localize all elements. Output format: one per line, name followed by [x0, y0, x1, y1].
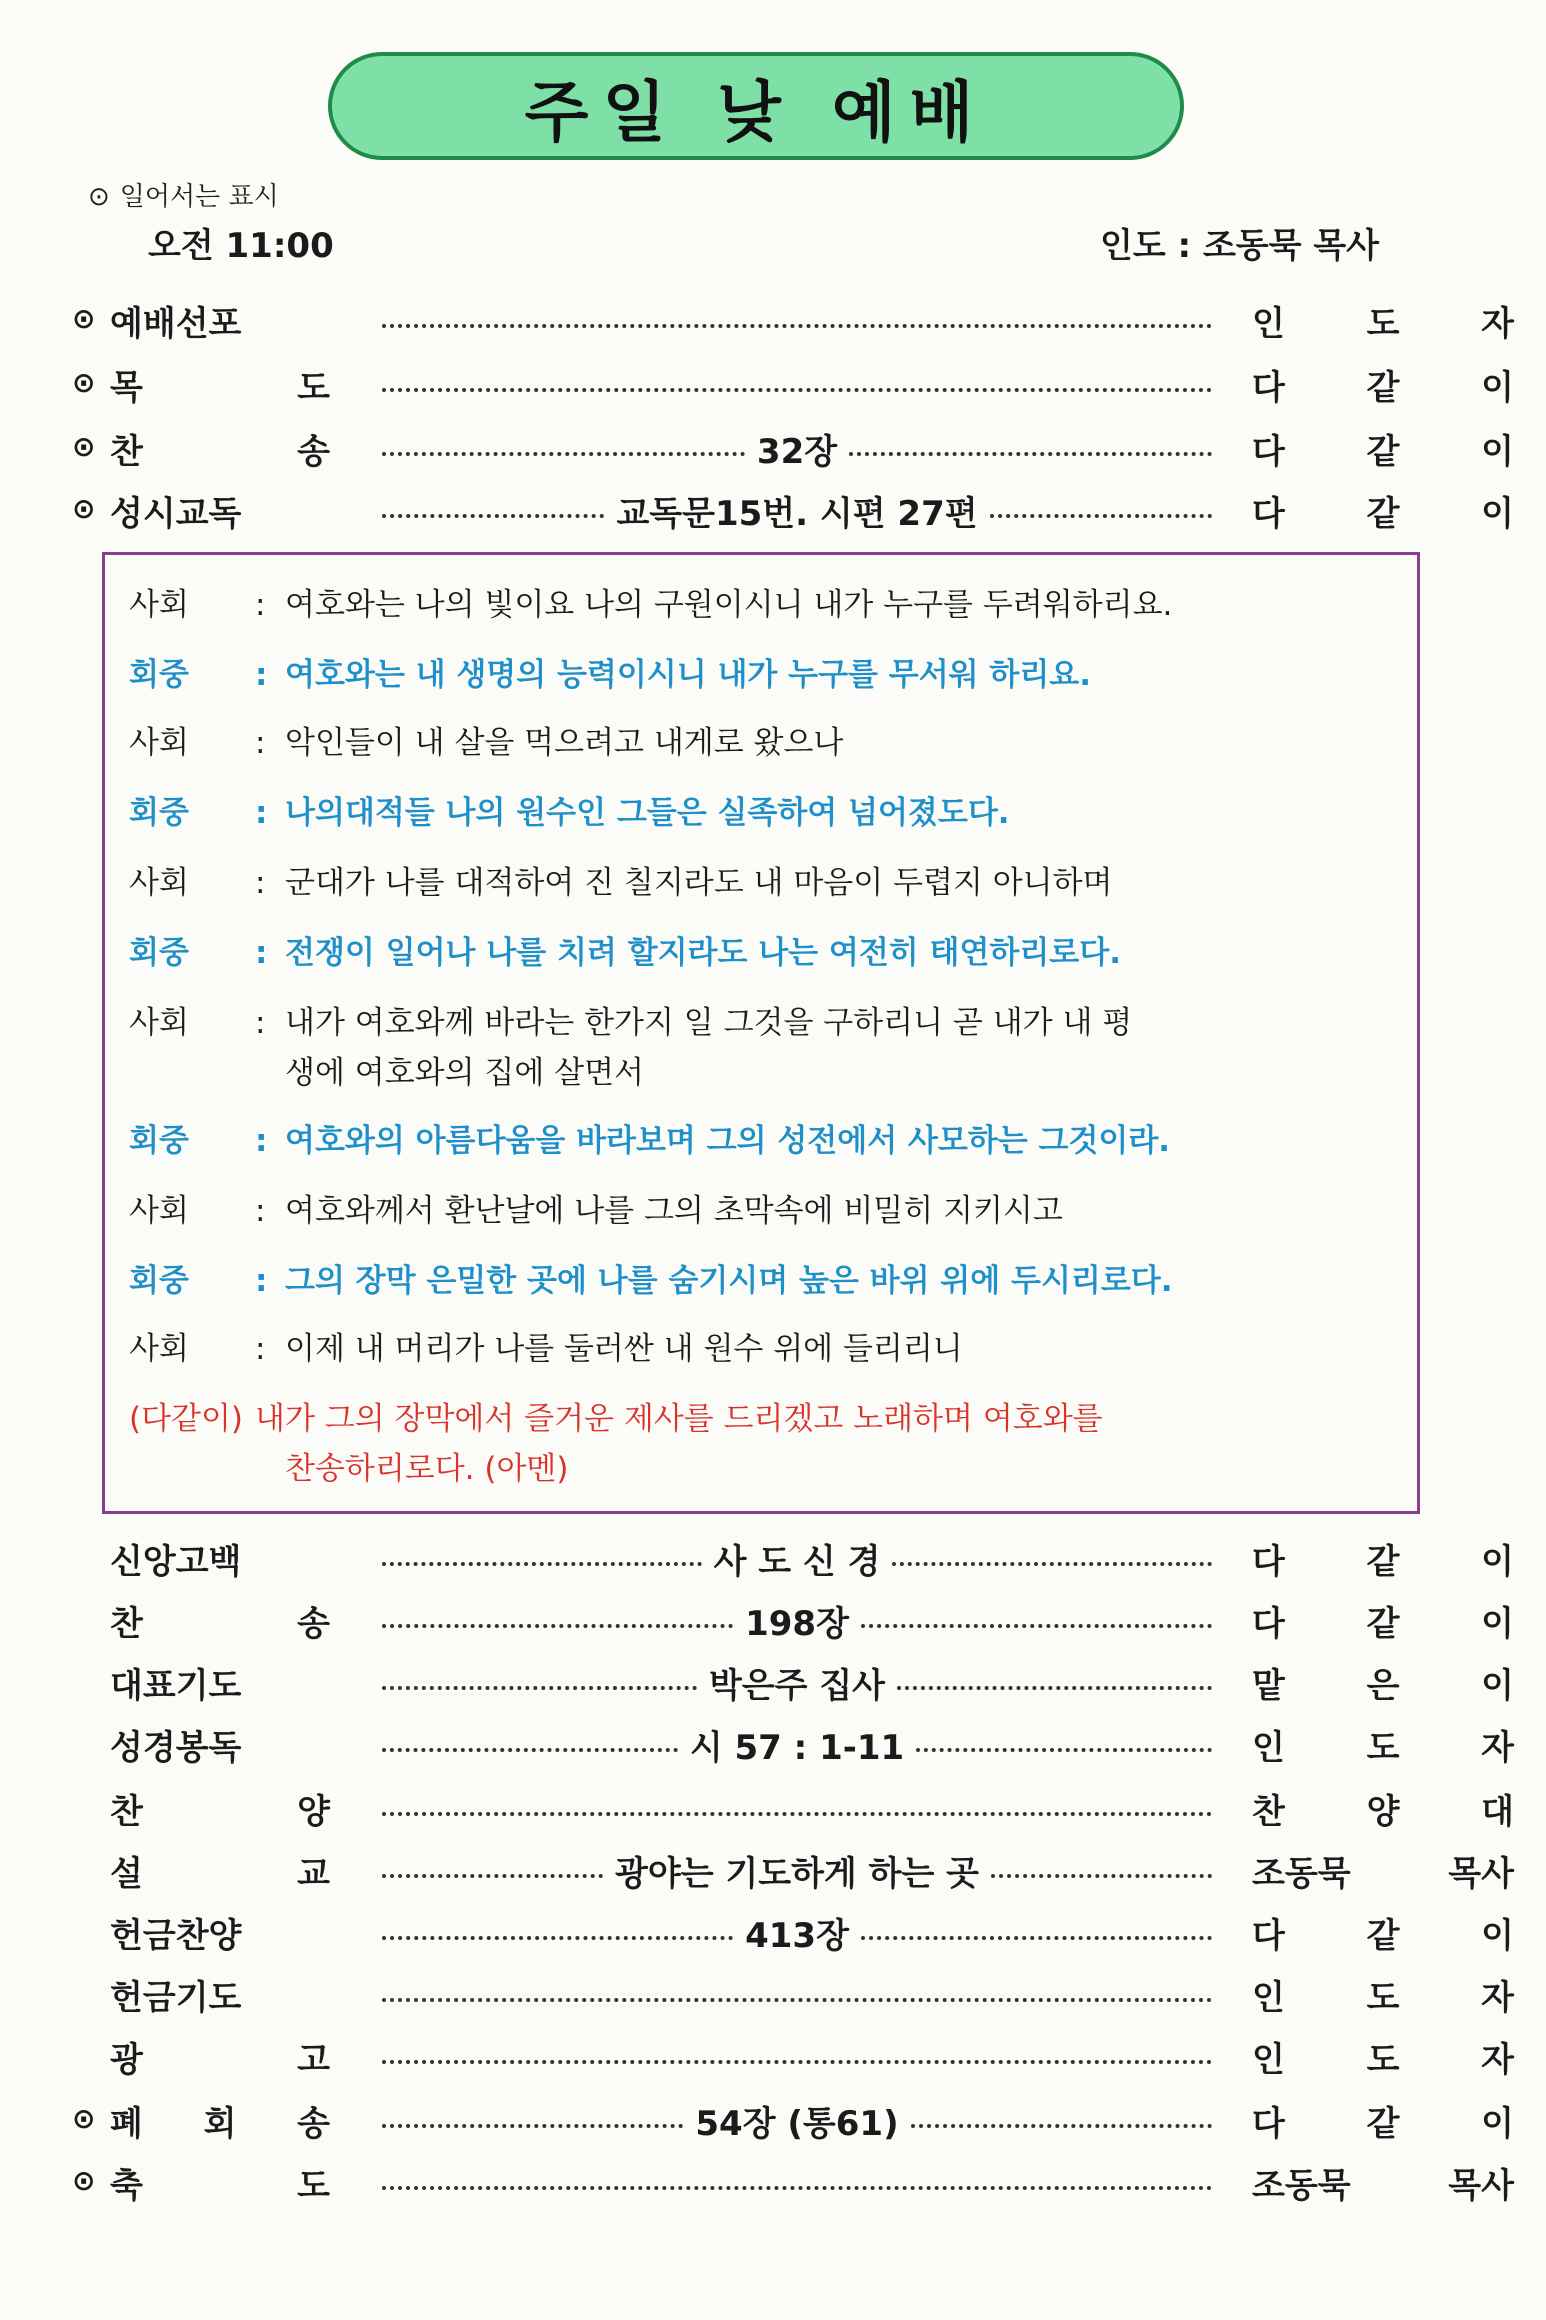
order-item-name — [110, 2158, 330, 2207]
order-item-name-part: 성경봉독 — [110, 1728, 242, 1768]
dot-fill-left — [382, 1874, 603, 1878]
order-item-person-part: 이 — [1481, 1604, 1514, 1644]
legend-text: 일어서는 표시 — [119, 182, 279, 212]
order-item-person — [1252, 1784, 1514, 1833]
order-item-name — [110, 486, 330, 535]
reading-text: 이제 내 머리가 나를 둘러싼 내 원수 위에 들리리니 — [285, 1331, 963, 1367]
dotted-leader — [382, 2032, 1212, 2080]
dot-fill-right — [916, 1748, 1212, 1752]
order-row — [72, 1720, 1514, 1774]
reading-text: 내가 그의 장막에서 즐거운 제사를 드리겠고 노래하며 여호와를 — [255, 1401, 1103, 1437]
order-item-name-part: 고 — [297, 2040, 330, 2080]
reading-role-label: 사회 — [129, 1331, 189, 1367]
order-item-name-part: 신앙고백 — [110, 1542, 242, 1582]
order-item-name-part: 양 — [297, 1792, 330, 1832]
order-item-person-part: 같 — [1366, 2104, 1400, 2144]
standing-mark-icon: ⊙ — [72, 302, 96, 335]
dot-fill-left — [382, 2186, 1212, 2190]
order-item-name-part: 대표기도 — [110, 1666, 242, 1706]
dotted-leader — [382, 1534, 1212, 1582]
order-item-person-part: 은 — [1366, 1666, 1400, 1706]
dotted-leader — [382, 486, 1212, 534]
order-item-name-part: 설 — [110, 1854, 143, 1894]
order-item-name-part: 교 — [297, 1854, 330, 1894]
order-item-name-part: 축 — [110, 2166, 143, 2206]
order-row — [72, 1908, 1514, 1962]
order-item-content: 교독문15번. 시편 27편 — [616, 493, 978, 534]
order-item-person-part: 목사 — [1448, 1854, 1514, 1894]
order-item-person-part: 다 — [1252, 1916, 1285, 1956]
order-item-person — [1252, 486, 1514, 535]
reading-text: 여호와는 내 생명의 능력이시니 내가 누구를 무서워 하리요. — [285, 657, 1092, 693]
standing-mark-icon: ⊙ — [72, 2164, 96, 2197]
service-leader: 인도 : 조동묵 목사 — [1100, 226, 1380, 266]
reading-text: 나의대적들 나의 원수인 그들은 실족하여 넘어졌도다. — [285, 795, 1010, 831]
order-item-person — [1252, 1846, 1514, 1895]
reading-line-congregation — [129, 1255, 1173, 1300]
order-item-name-part: 찬 — [110, 432, 143, 472]
order-item-person-part: 이 — [1481, 494, 1514, 534]
reading-separator: : — [255, 1005, 266, 1041]
reading-line-congregation — [129, 649, 1091, 694]
reading-separator: : — [255, 657, 268, 693]
reading-text: 악인들이 내 살을 먹으려고 내게로 왔으나 — [285, 725, 844, 761]
order-row — [72, 424, 1514, 478]
page-title: 주일 낮 예배 — [524, 73, 988, 151]
dot-fill-right — [911, 2124, 1212, 2128]
order-row — [72, 486, 1514, 540]
order-item-person-part: 다 — [1252, 494, 1285, 534]
reading-line-continuation: 찬송하리로다. (아멘) — [285, 1451, 569, 1487]
order-item-content: 사 도 신 경 — [713, 1541, 881, 1582]
dot-fill-left — [382, 324, 1212, 328]
reading-separator: : — [255, 1193, 266, 1229]
order-item-person-part: 이 — [1481, 1542, 1514, 1582]
order-item-content: 198장 — [745, 1603, 849, 1644]
reading-role-label: (다같이) — [129, 1401, 244, 1437]
order-item-person-part: 도 — [1366, 304, 1400, 344]
reading-line-congregation — [129, 927, 1121, 972]
order-item-content: 54장 (통61) — [695, 2103, 899, 2144]
order-row — [72, 1846, 1514, 1900]
dot-fill-left — [382, 1562, 702, 1566]
order-item-name — [110, 2032, 330, 2081]
order-item-person-part: 같 — [1366, 432, 1400, 472]
order-item-content: 박은주 집사 — [708, 1665, 886, 1706]
order-item-name — [110, 1658, 330, 1707]
order-item-person-part: 자 — [1481, 2040, 1514, 2080]
reading-role-label: 사회 — [129, 725, 189, 761]
order-item-person-part: 찬 — [1252, 1792, 1285, 1832]
reading-role-label: 회중 — [129, 935, 189, 971]
dotted-leader — [382, 1658, 1212, 1706]
order-item-person-part: 조동묵 — [1252, 1854, 1351, 1894]
dot-fill-right — [990, 514, 1212, 518]
order-item-name — [110, 1970, 330, 2019]
order-row — [72, 1658, 1514, 1712]
order-item-name-part: 도 — [297, 368, 330, 408]
order-item-name-part: 송 — [297, 432, 330, 472]
order-row — [72, 296, 1514, 350]
order-item-name-part: 송 — [297, 1604, 330, 1644]
order-item-name — [110, 296, 330, 345]
order-item-name-part: 찬 — [110, 1604, 143, 1644]
order-item-person-part: 다 — [1252, 1604, 1285, 1644]
dot-fill-left — [382, 2060, 1212, 2064]
order-item-name — [110, 1534, 330, 1583]
reading-role-label: 회중 — [129, 657, 189, 693]
order-item-name-part: 광 — [110, 2040, 143, 2080]
order-item-person-part: 도 — [1366, 1728, 1400, 1768]
reading-separator: : — [255, 725, 266, 761]
order-item-person — [1252, 2032, 1514, 2081]
reading-role-label: 회중 — [129, 1123, 189, 1159]
dotted-leader — [382, 2096, 1212, 2144]
dot-fill-right — [861, 1936, 1212, 1940]
standing-mark-icon: ⊙ — [72, 366, 96, 399]
dot-fill-left — [382, 1748, 678, 1752]
reading-line-together — [129, 1393, 1103, 1438]
order-item-name — [110, 360, 330, 409]
order-item-person-part: 인 — [1252, 2040, 1285, 2080]
order-item-person — [1252, 1970, 1514, 2019]
order-row — [72, 2032, 1514, 2086]
reading-line-leader — [129, 1185, 1063, 1230]
order-item-content: 시 57 : 1-11 — [689, 1727, 905, 1768]
order-item-person — [1252, 1534, 1514, 1583]
order-item-person-part: 조동묵 — [1252, 2166, 1351, 2206]
order-item-name-part: 목 — [110, 368, 143, 408]
order-item-person — [1252, 296, 1514, 345]
dotted-leader — [382, 1908, 1212, 1956]
standing-legend — [88, 176, 279, 213]
order-item-person-part: 같 — [1366, 1916, 1400, 1956]
dot-fill-right — [991, 1874, 1212, 1878]
order-item-person-part: 인 — [1252, 1728, 1285, 1768]
order-item-name-part: 헌금찬양 — [110, 1916, 242, 1956]
dot-fill-left — [382, 1686, 697, 1690]
order-item-person-part: 다 — [1252, 1542, 1285, 1582]
order-item-person-part: 다 — [1252, 368, 1285, 408]
dot-fill-left — [382, 1812, 1212, 1816]
order-item-person-part: 이 — [1481, 368, 1514, 408]
dotted-leader — [382, 1720, 1212, 1768]
order-item-person-part: 도 — [1366, 1978, 1400, 2018]
reading-text: 군대가 나를 대적하여 진 칠지라도 내 마음이 두렵지 아니하며 — [285, 865, 1113, 901]
order-item-name — [110, 1720, 330, 1769]
reading-separator: : — [255, 1263, 268, 1299]
order-item-person-part: 목사 — [1448, 2166, 1514, 2206]
order-item-person-part: 자 — [1481, 1978, 1514, 2018]
reading-separator: : — [255, 1123, 268, 1159]
order-item-person-part: 이 — [1481, 432, 1514, 472]
order-item-person-part: 도 — [1366, 2040, 1400, 2080]
order-item-person — [1252, 2096, 1514, 2145]
reading-line-leader — [129, 857, 1112, 902]
order-row — [72, 360, 1514, 414]
order-item-person-part: 대 — [1481, 1792, 1514, 1832]
dot-fill-left — [382, 514, 604, 518]
standing-mark-icon: ⊙ — [72, 2102, 96, 2135]
order-row — [72, 1784, 1514, 1838]
dot-fill-left — [382, 452, 745, 456]
order-item-person — [1252, 1720, 1514, 1769]
dotted-leader — [382, 1970, 1212, 2018]
reading-role-label: 회중 — [129, 1263, 189, 1299]
order-item-name-part: 헌금기도 — [110, 1978, 242, 2018]
responsive-reading-box — [102, 552, 1420, 1514]
reading-text: 그의 장막 은밀한 곳에 나를 숨기시며 높은 바위 위에 두시리로다. — [285, 1263, 1173, 1299]
reading-separator: : — [255, 587, 266, 623]
order-item-name-part: 찬 — [110, 1792, 143, 1832]
order-row — [72, 1596, 1514, 1650]
reading-line-continuation: 생에 여호와의 집에 살면서 — [285, 1055, 644, 1091]
reading-role-label: 사회 — [129, 587, 189, 623]
dotted-leader — [382, 1784, 1212, 1832]
reading-role-label: 회중 — [129, 795, 189, 831]
reading-separator: : — [255, 935, 268, 971]
order-item-person-part: 이 — [1481, 1666, 1514, 1706]
order-item-person-part: 양 — [1366, 1792, 1400, 1832]
reading-line-leader — [129, 997, 1132, 1042]
reading-line-congregation — [129, 787, 1010, 832]
order-item-person-part: 같 — [1366, 1542, 1400, 1582]
reading-separator: : — [255, 1331, 266, 1367]
dot-fill-right — [849, 452, 1212, 456]
reading-text: 여호와는 나의 빛이요 나의 구원이시니 내가 누구를 두려워하리요. — [285, 587, 1173, 623]
order-item-person — [1252, 1908, 1514, 1957]
standing-mark-icon: ⊙ — [72, 430, 96, 463]
dotted-leader — [382, 1846, 1212, 1894]
order-item-name — [110, 1784, 330, 1833]
order-item-name — [110, 1596, 330, 1645]
reading-line-leader — [129, 717, 843, 762]
order-item-content: 413장 — [745, 1915, 849, 1956]
reading-role-label: 사회 — [129, 1193, 189, 1229]
reading-separator: : — [255, 865, 266, 901]
order-item-person — [1252, 360, 1514, 409]
dot-fill-left — [382, 2124, 683, 2128]
order-item-person-part: 인 — [1252, 304, 1285, 344]
dot-fill-right — [861, 1624, 1212, 1628]
order-item-person-part: 같 — [1366, 368, 1400, 408]
order-item-name-part: 성시교독 — [110, 494, 242, 534]
dot-fill-left — [382, 1998, 1212, 2002]
reading-line-leader — [129, 1323, 963, 1368]
order-item-person — [1252, 1658, 1514, 1707]
dot-fill-left — [382, 388, 1212, 392]
order-item-person-part: 같 — [1366, 494, 1400, 534]
dot-fill-left — [382, 1624, 733, 1628]
order-item-content: 광야는 기도하게 하는 곳 — [615, 1853, 979, 1894]
order-row — [72, 2158, 1514, 2212]
order-item-person — [1252, 1596, 1514, 1645]
order-item-name — [110, 1846, 330, 1895]
service-time: 오전 11:00 — [148, 226, 334, 266]
reading-role-label: 사회 — [129, 865, 189, 901]
dot-fill-left — [382, 1936, 733, 1940]
reading-text: 여호와의 아름다움을 바라보며 그의 성전에서 사모하는 그것이라. — [285, 1123, 1171, 1159]
order-item-name — [110, 424, 330, 473]
order-row — [72, 1534, 1514, 1588]
order-item-name-part: 회 — [203, 2104, 237, 2144]
dotted-leader — [382, 360, 1212, 408]
reading-line-leader — [129, 579, 1172, 624]
standing-mark-icon: ⊙ — [88, 182, 110, 212]
dotted-leader — [382, 2158, 1212, 2206]
order-item-person-part: 다 — [1252, 2104, 1285, 2144]
reading-text: 내가 여호와께 바라는 한가지 일 그것을 구하리니 곧 내가 내 평 — [285, 1005, 1133, 1041]
order-row — [72, 2096, 1514, 2150]
reading-text: 전쟁이 일어나 나를 치려 할지라도 나는 여전히 태연하리로다. — [285, 935, 1121, 971]
order-item-person-part: 자 — [1481, 1728, 1514, 1768]
order-item-person-part: 같 — [1366, 1604, 1400, 1644]
order-item-name-part: 폐 — [110, 2104, 143, 2144]
dot-fill-right — [892, 1562, 1212, 1566]
order-item-person — [1252, 2158, 1514, 2207]
dotted-leader — [382, 424, 1212, 472]
reading-line-congregation — [129, 1115, 1170, 1160]
dot-fill-right — [897, 1686, 1212, 1690]
order-item-name-part: 송 — [297, 2104, 330, 2144]
order-item-name-part: 도 — [297, 2166, 330, 2206]
order-item-name — [110, 2096, 330, 2145]
reading-text: 여호와께서 환난날에 나를 그의 초막속에 비밀히 지키시고 — [285, 1193, 1063, 1229]
standing-mark-icon: ⊙ — [72, 492, 96, 525]
reading-separator: : — [255, 795, 268, 831]
order-item-name-part: 예배선포 — [110, 304, 242, 344]
order-item-content: 32장 — [756, 431, 838, 472]
order-row — [72, 1970, 1514, 2024]
order-item-person-part: 자 — [1481, 304, 1514, 344]
order-item-person-part: 이 — [1481, 1916, 1514, 1956]
dotted-leader — [382, 296, 1212, 344]
order-item-person-part: 맡 — [1252, 1666, 1285, 1706]
title-banner — [328, 52, 1184, 160]
order-item-person-part: 인 — [1252, 1978, 1285, 2018]
reading-role-label: 사회 — [129, 1005, 189, 1041]
order-item-person — [1252, 424, 1514, 473]
order-item-person-part: 다 — [1252, 432, 1285, 472]
order-item-name — [110, 1908, 330, 1957]
order-item-person-part: 이 — [1481, 2104, 1514, 2144]
dotted-leader — [382, 1596, 1212, 1644]
